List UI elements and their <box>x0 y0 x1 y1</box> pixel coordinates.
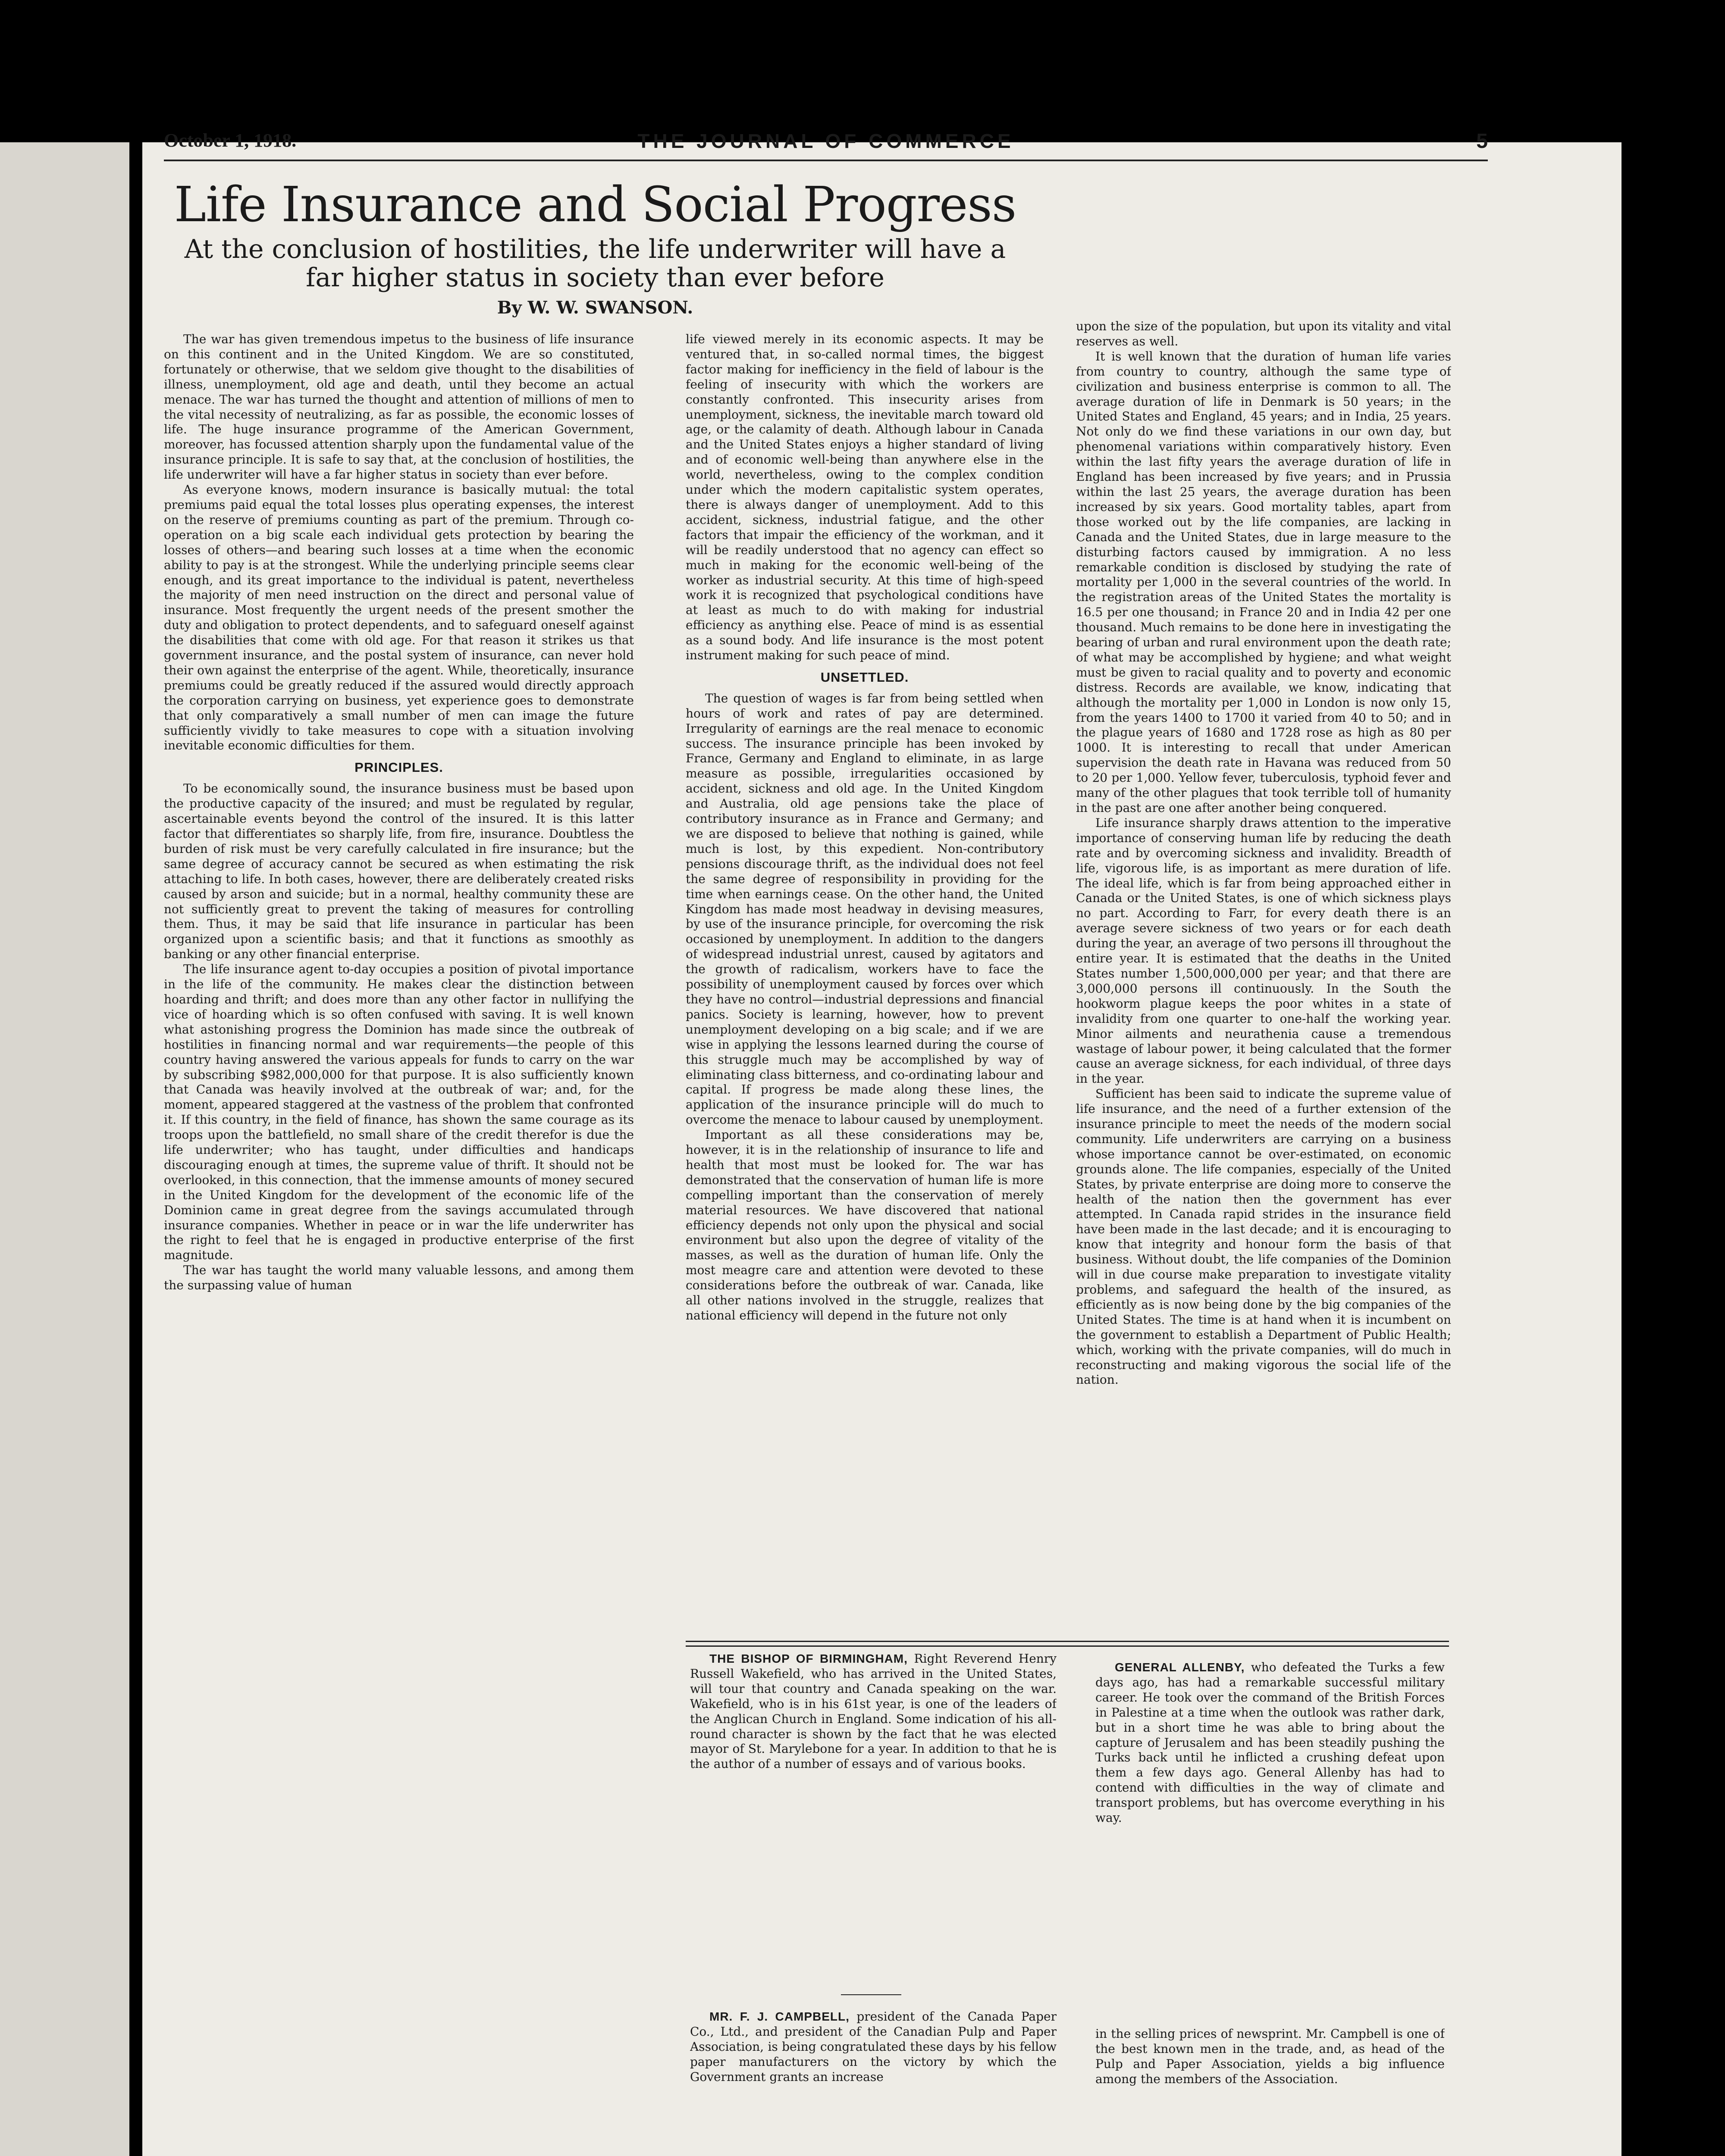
paragraph: The war has taught the world many valuable lessons, and among them the surpassing value of human <box>164 1263 634 1293</box>
brief-lead: MR. F. J. CAMPBELL, <box>709 2010 850 2023</box>
article-column-1 <box>164 332 634 2057</box>
paragraph: To be economically sound, the insurance business must be based upon the productive capacity of the insured; and must be regulated by regular, ascertainable events beyond the control of the insured. It is this latter factor that differentiates so sharply life, from fire, insurance. Doubtless the burden of risk must be very carefully calculated in fire insurance; but the same degree of accuracy cannot be secured as when estimating the risk attaching to life. In both cases, however, there are deliberately created risks caused by arson and suicide; but in a normal, healthy community these are not sufficiently great to prevent the taking of measures for controlling them. Thus, it may be said that life insurance in particular has been organized upon a scientific basis; and that it functions as smoothly as banking or any other financial enterprise. <box>164 781 634 962</box>
paragraph: upon the size of the population, but upon its vitality and vital reserves as well. <box>1076 319 1451 348</box>
brief-text: who defeated the Turks a few days ago, has had a remarkable successful military career. He took over the command of the British Forces in Palestine at a time when the outlook was rather dark, but in a short time he was able to bring about the capture of Jerusalem and has been steadily pushing the Turks back until he inflicted a crushing defeat upon them a few days ago. General Allenby has had to contend with difficulties in the way of climate and transport problems, but has overcome everything in his way. <box>1095 1660 1445 1825</box>
double-rule <box>686 1641 1449 1647</box>
page-number: 5 <box>1476 130 1488 153</box>
paragraph: life viewed merely in its economic aspects. It may be ventured that, in so-called normal times, the biggest factor making for inefficiency in the field of labour is the feeling of insecurity with which the workers are constantly confronted. This insecurity arises from unemployment, sickness, the inevitable march toward old age, or the calamity of death. Although labour in Canada and the United States enjoys a higher standard of living and of economic well-being than anywhere else in the world, nevertheless, owing to the complex condition under which the modern capitalistic system operates, there is always danger of unemployment. Add to this accident, sickness, industrial fatigue, and the other factors that impair the efficiency of the workman, and it will be readily understood that no agency can effect so much in making for the economic well-being of the worker as industrial security. At this time of high-speed work it is recognized that psychological conditions have at least as much to do with making for industrial efficiency as anything else. Peace of mind is as essential as a sound body. And life insurance is the most potent instrument making for such peace of mind. <box>686 332 1044 663</box>
brief-campbell <box>690 2009 1057 2139</box>
issue-date: October 1, 1918. <box>164 130 297 151</box>
paragraph: Life insurance sharply draws attention to the imperative importance of conserving human life by reducing the death rate and by overcoming sickness and invalidity. Breadth of life, vigorous life, is as important as mere duration of life. The ideal life, which is far from being approached either in Canada or the United States, is one of which sickness plays no part. According to Farr, for every death there is an average severe sickness of two years or for each death during the year, an average of two persons ill throughout the entire year. It is estimated that the deaths in the United States number 1,500,000,000 per year; and that there are 3,000,000 persons ill continuously. In the South the hookworm plague keeps the poor whites in a state of invalidity from one quarter to one-half the working year. Minor ailments and neurathenia cause a tremendous wastage of labour power, it being calculated that the former cause an average sickness, for each individual, of three days in the year. <box>1076 815 1451 1086</box>
article-column-3 <box>1076 319 1451 1630</box>
brief-text: president of the Canada Paper Co., Ltd., and president of the Canadian Pulp and Paper Association, is being congratulated these days by his fellow paper manufacturers on the victory by which the Government grants an increase <box>690 2009 1057 2084</box>
section-heading-principles: PRINCIPLES. <box>354 760 443 775</box>
page-header <box>164 129 1488 155</box>
paragraph: The question of wages is far from being settled when hours of work and rates of pay are determined. Irregularity of earnings are the real menace to economic success. The insurance principle has been invoked by France, Germany and England to eliminate, in as large measure as possible, irregularities occasioned by accident, sickness and old age. In the United Kingdom and Australia, old age pensions take the place of contributory insurance as in France and Germany; and we are disposed to believe that nothing is gained, while much is lost, by this expedient. Non-contributory pensions discourage thrift, as the individual does not feel the same degree of responsibility in providing for the time when earnings cease. On the other hand, the United Kingdom has made most headway in devising measures, by use of the insurance principle, for overcoming the risk occasioned by unemployment. In addition to the dangers of widespread industrial unrest, caused by agitators and the growth of radicalism, workers have to face the possibility of unemployment caused by forces over which they have no control—industrial depressions and financial panics. Society is learning, however, how to prevent unemployment developing on a big scale; and if we are wise in applying the lessons learned during the course of this struggle much may be accomplished by way of eliminating class bitterness, and co-ordinating labour and capital. If progress be made along these lines, the application of the insurance principle will do much to overcome the menace to labour caused by unemployment. <box>686 691 1044 1127</box>
paragraph: The war has given tremendous impetus to the business of life insurance on this continent and in the United Kingdom. We are so constituted, fortunately or otherwise, that we seldom give thought to the disabilities of illness, unemployment, old age and death, until they become an actual menace. The war has turned the thought and attention of millions of men to the vital necessity of neutralizing, as far as possible, the economic losses of life. The huge insurance programme of the American Government, moreover, has focussed attention sharply upon the fundamental value of the insurance principle. It is safe to say that, at the conclusion of hostilities, the life underwriter will have a far higher status in society than ever before. <box>164 332 634 482</box>
header-rule <box>164 160 1488 161</box>
article-title: Life Insurance and Social Progress <box>174 177 1016 233</box>
brief-separator <box>841 1994 901 1995</box>
brief-bishop <box>690 1651 1057 1988</box>
paragraph: It is well known that the duration of human life varies from country to country, although the same type of civilization and business enterprise is common to all. The average duration of life in Denmark is 50 years; in the United States and England, 45 years; and in India, 25 years. Not only do we find these variations in our own day, but phenomenal variations within comparatively history. Even within the last fifty years the average duration of life in England has been increased by five years; and in Prussia within the last 25 years, the average duration has been increased by six years. Good mortality tables, apart from those worked out by the life companies, are lacking in Canada and the United States, due in large measure to the disturbing factors caused by immigration. A no less remarkable condition is disclosed by studying the rate of mortality per 1,000 in the several countries of the world. In the registration areas of the United States the mortality is 16.5 per one thousand; in France 20 and in India 42 per one thousand. Much remains to be done here in investigating the bearing of urban and rural environment upon the death rate; of what may be accomplished by hygiene; and what weight must be given to racial quality and to poverty and economic distress. Records are available, we know, indicating that although the mortality per 1,000 in London is now only 15, from the years 1400 to 1700 it varied from 40 to 50; and in the plague years of 1680 and 1728 rose as high as 80 per 1000. It is interesting to recall that under American supervision the death rate in Havana was reduced from 50 to 20 per 1,000. Yellow fever, tuberculosis, typhoid fever and many of the other plagues that took terrible toll of humanity in the past are one after another being conquered. <box>1076 349 1451 815</box>
article-column-2 <box>686 332 1044 1604</box>
brief-text: in the selling prices of newsprint. Mr. Campbell is one of the best known men in the trade, and, as head of the Pulp and Paper Association, yields a big influence among the members of the Association. <box>1095 2027 1445 2086</box>
brief-campbell-continued <box>1095 2027 1445 2156</box>
publication-name: THE JOURNAL OF COMMERCE <box>637 130 1014 152</box>
paragraph: Important as all these considerations may be, however, it is in the relationship of insurance to life and health that most must be looked for. The war has demonstrated that the conservation of human life is more compelling important than the conservation of merely material resources. We have discovered that national efficiency depends not only upon the physical and social environment but also upon the degree of vitality of the masses, as well as the duration of human life. Only the most meagre care and attention were devoted to these considerations before the outbreak of war. Canada, like all other nations involved in the struggle, realizes that national efficiency will depend in the future not only <box>686 1128 1044 1322</box>
paragraph: As everyone knows, modern insurance is basically mutual: the total premiums paid equal the total losses plus operating expenses, the interest on the reserve of premiums counting as part of the premium. Through co-operation on a big scale each individual gets protection by bearing the losses of others—and bearing such losses at a time when the economic ability to pay is at the strongest. While the underlying principle seems clear enough, and its great importance to the individual is patent, nevertheless the majority of men need instruction on the direct and personal value of insurance. Most frequently the urgent needs of the present smother the duty and obligation to protect dependents, and to safeguard oneself against the disabilities that come with old age. For that reason it strikes us that government insurance, and the postal system of insurance, can never hold their own against the enterprise of the agent. While, theoretically, insurance premiums could be greatly reduced if the assured would directly approach the corporation carrying on business, yet experience goes to demonstrate that only comparatively a small number of men can image the future sufficiently vividly to take measures to cope with a situation involving inevitable economic difficulties for them. <box>164 483 634 753</box>
article-byline: By W. W. SWANSON. <box>497 298 693 318</box>
paragraph: Sufficient has been said to indicate the supreme value of life insurance, and the need of a further extension of the insurance principle to meet the needs of the modern social community. Life underwriters are carrying on a business whose importance cannot be over-estimated, on economic grounds alone. The life companies, especially of the United States, by private enterprise are doing more to conserve the health of the nation then the government has ever attempted. In Canada rapid strides in the insurance field have been made in the last decade; and it is encouraging to know that integrity and honour form the basis of that business. Without doubt, the life companies of the Dominion will in due course make preparation to investigate vitality problems, and safeguard the health of the insured, as efficiently as is now being done by the big companies of the United States. The time is at hand when it is incumbent on the government to establish a Department of Public Health; which, working with the private companies, will do much in reconstructing and making vigorous the social life of the nation. <box>1076 1087 1451 1387</box>
brief-text: Right Reverend Henry Russell Wakefield, who has arrived in the United States, will tour that country and Canada speaking on the war. Wakefield, who is in his 61st year, is one of the leaders of the Anglican Church in England. Some indication of his all-round character is shown by the fact that he was elected mayor of St. Marylebone for a year. In addition to that he is the author of a number of essays and of various books. <box>690 1651 1057 1771</box>
section-heading-unsettled: UNSETTLED. <box>820 669 909 685</box>
paragraph: The life insurance agent to-day occupies a position of pivotal importance in the life of the community. He makes clear the distinction between hoarding and thrift; and does more than any other factor in nullifying the vice of hoarding which is so often confused with saving. It is well known what astonishing progress the Dominion has made since the outbreak of hostilities in financing normal and war requirements—the people of this country having answered the various appeals for funds to carry on the war by subscribing $982,000,000 for that purpose. It is also sufficiently known that Canada was heavily involved at the outbreak of war; and, for the moment, appeared staggered at the vastness of the problem that confronted it. If this country, in the field of finance, has shown the same courage as its troops upon the battlefield, no small share of the credit therefor is due the life underwriter; who has taught, under difficulties and handicaps discouraging enough at times, the supreme value of thrift. It should not be overlooked, in this connection, that the immense amounts of money secured in the United Kingdom for the development of the economic life of the Dominion came in great degree from the savings accumulated through insurance companies. Whether in peace or in war the life underwriter has the right to feel that he is engaged in productive enterprise of the first magnitude. <box>164 962 634 1263</box>
brief-allenby <box>1095 1660 1445 2005</box>
adjacent-page-edge <box>0 142 129 2156</box>
article-subtitle: At the conclusion of hostilities, the life underwriter will have a far higher status in society than ever before <box>184 234 1006 293</box>
brief-lead: THE BISHOP OF BIRMINGHAM, <box>709 1652 908 1665</box>
brief-lead: GENERAL ALLENBY, <box>1115 1661 1245 1674</box>
